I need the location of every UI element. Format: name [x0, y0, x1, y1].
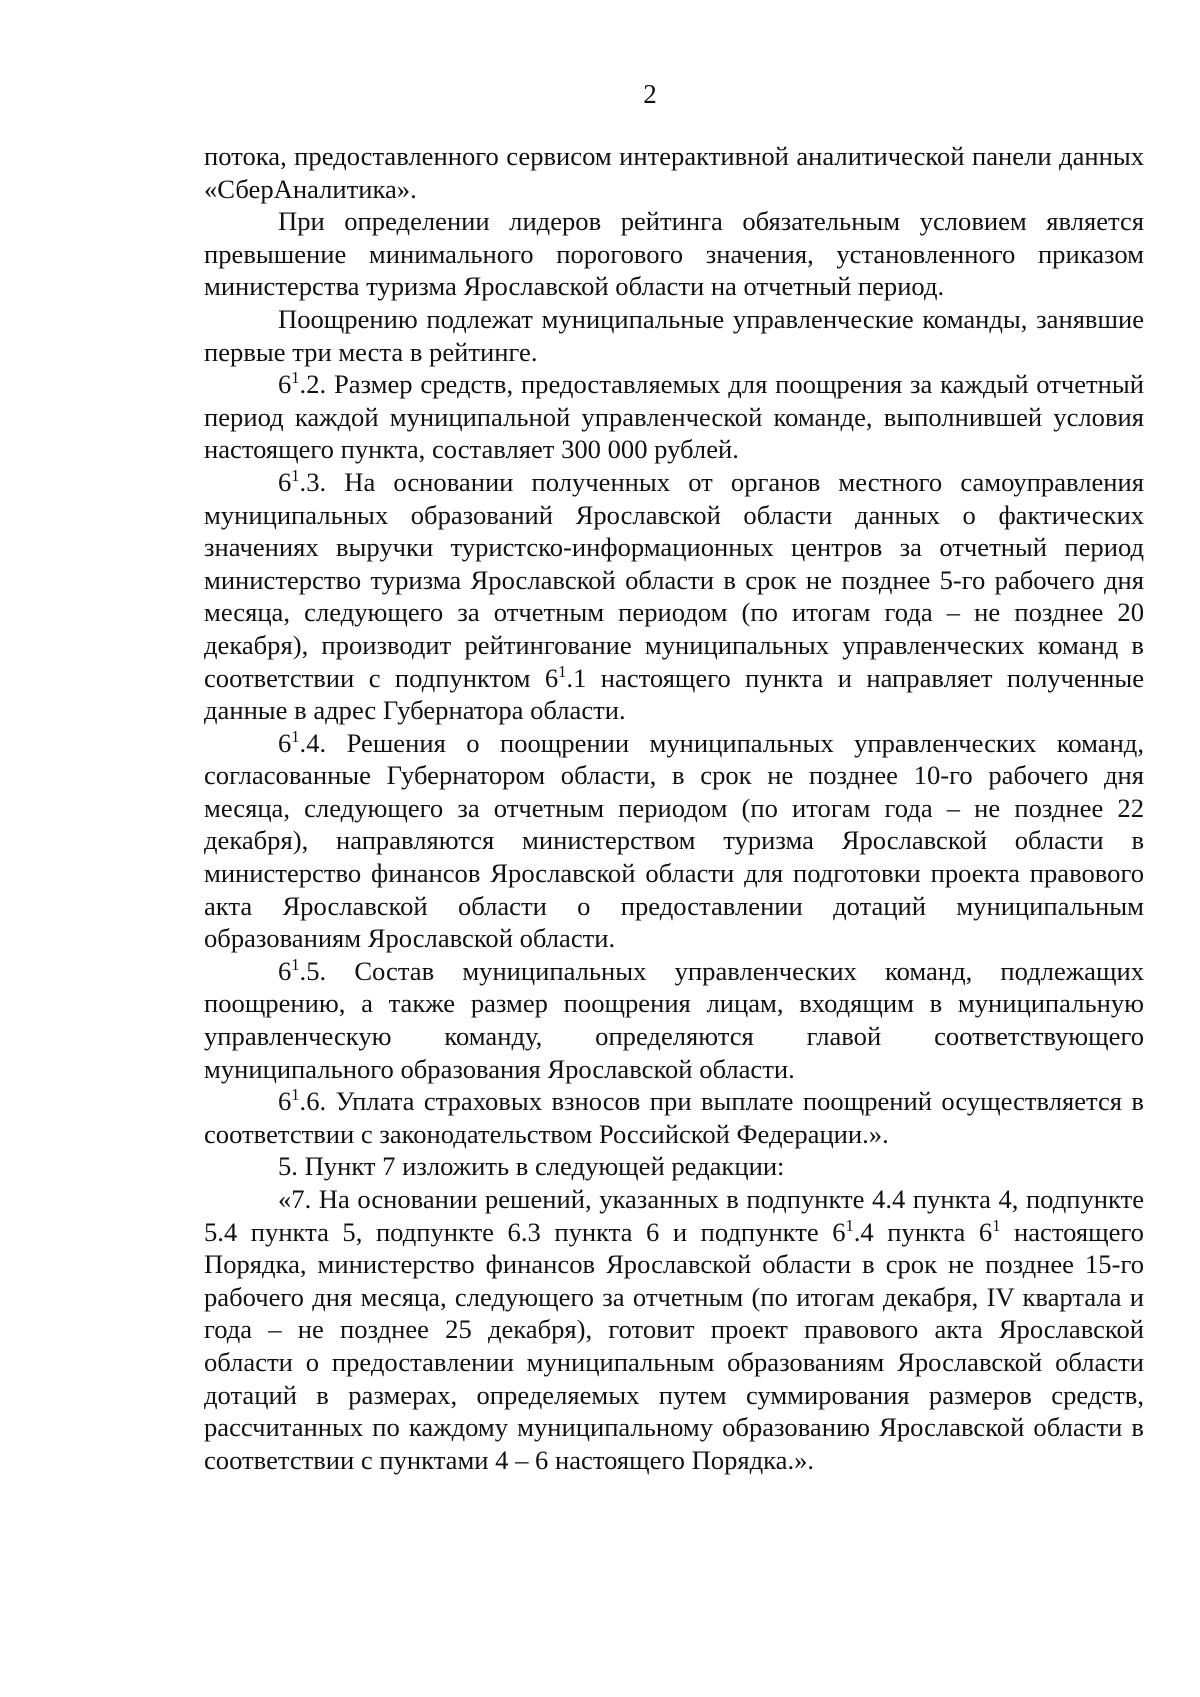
text-run: .3. На основании полученных от органов местного самоуправления муниципальных образований Ярославской области данных о фактических значениях выручки туристско-информационных центров за отчетный период министерство туризма Ярославской области в срок не позднее 5-го рабочего дня месяца, следующего за отчетным периодом (по итогам года – не позднее 20 декабря), производит рейтингование муниципальных управленческих команд в соответствии с подпунктом 6	[204, 466, 1144, 693]
text-run: 6	[278, 369, 292, 400]
paragraph	[204, 303, 1144, 368]
superscript: 1	[558, 661, 567, 681]
paragraph	[204, 205, 1144, 303]
text-run: «7. На основании решений, указанных в подпункте 4.4 пункта 4, подпункте 5.4 пункта 5, подпункте 6.3 пункта 6 и подпункте 6	[204, 1184, 1144, 1247]
paragraph	[204, 466, 1144, 727]
text-run: настоящего Порядка, министерство финансов Ярославской области в срок не позднее 15-го рабочего дня месяца, следующего за отчетным (по итогам декабря, IV квартала и года – не позднее 25 декабря), готовит проект правового акта Ярославской области о предоставлении муниципальным образованиям Ярославской области дотаций в размерах, определяемых путем суммирования размеров средств, рассчитанных по каждому муниципальному образованию Ярославской области в соответствии с пунктами 4 – 6 настоящего Порядка.».	[204, 1216, 1144, 1475]
text-run: 6	[278, 727, 292, 758]
text-run: 6	[278, 1086, 292, 1117]
text-run: .1 настоящего пункта и направляет полученные данные в адрес Губернатора области.	[204, 662, 1144, 726]
text-run: Поощрению подлежат муниципальные управленческие команды, занявшие первые три места в рейтинге.	[204, 303, 1144, 367]
text-run: 6	[278, 466, 292, 497]
paragraph	[204, 1183, 1144, 1476]
text-run: 5. Пункт 7 изложить в следующей редакции:	[278, 1151, 785, 1182]
superscript: 1	[992, 1215, 1001, 1235]
superscript: 1	[291, 1085, 300, 1105]
paragraph	[204, 1085, 1144, 1150]
paragraph	[204, 727, 1144, 955]
superscript: 1	[291, 368, 300, 388]
text-run: потока, предоставленного сервисом интерактивной аналитической панели данных «СберАналитика».	[204, 141, 1144, 204]
text-run: 6	[278, 955, 292, 986]
superscript: 1	[845, 1215, 854, 1235]
paragraph	[204, 955, 1144, 1085]
text-run: .4 пункта 6	[853, 1216, 993, 1247]
document-body	[204, 140, 1144, 1476]
text-run: При определении лидеров рейтинга обязательным условием является превышение минимального порогового значения, установленного приказом министерства туризма Ярославской области на отчетный период.	[204, 206, 1144, 302]
text-run: .4. Решения о поощрении муниципальных управленческих команд, согласованные Губернатором области, в срок не позднее 10-го рабочего дня месяца, следующего за отчетным периодом (по итогам года – не позднее 22 декабря), направляются министерством туризма Ярославской области в министерство финансов Ярославской области для подготовки проекта правового акта Ярославской области о предоставлении дотаций муниципальным образованиям Ярославской области.	[204, 727, 1144, 954]
text-run: .2. Размер средств, предоставляемых для поощрения за каждый отчетный период каждой муниципальной управленческой команде, выполнившей условия настоящего пункта, составляет 300 000 рублей.	[204, 369, 1144, 465]
paragraph	[204, 368, 1144, 466]
text-run: .6. Уплата страховых взносов при выплате поощрений осуществляется в соответствии с законодательством Российской Федерации.».	[204, 1086, 1144, 1149]
superscript: 1	[291, 466, 300, 486]
superscript: 1	[291, 726, 300, 746]
paragraph	[204, 140, 1144, 205]
superscript: 1	[291, 954, 300, 974]
text-run: .5. Состав муниципальных управленческих команд, подлежащих поощрению, а также размер поощрения лицам, входящим в муниципальную управленческую команду, определяются главой соответствующего муниципального образования Ярославской области.	[204, 955, 1144, 1084]
page-number: 2	[643, 79, 657, 109]
paragraph	[204, 1150, 1144, 1183]
